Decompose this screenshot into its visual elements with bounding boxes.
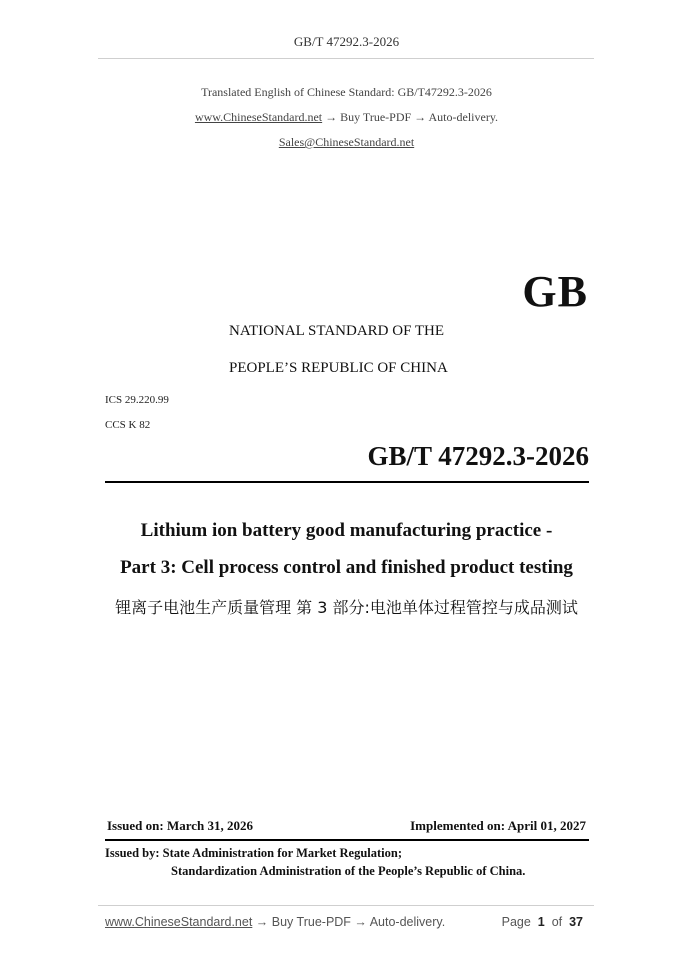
promo-line-2-text: → Buy True-PDF → Auto-delivery. [322,110,499,124]
national-standard-line-2: PEOPLE’S REPUBLIC OF CHINA [229,360,448,376]
ics-code: ICS 29.220.99 [105,394,169,406]
page-current: 1 [537,915,545,929]
page-label: Page [501,915,531,929]
footer-promo-text: → Buy True-PDF → Auto-delivery. [252,915,446,929]
gb-logo: GB [522,267,588,316]
promo-site-link[interactable]: www.ChineseStandard.net [194,110,323,124]
footer-divider [98,905,594,906]
page-total: 37 [569,915,583,929]
title-line-1: Lithium ion battery good manufacturing practice - [140,520,553,541]
ccs-code: CCS K 82 [105,419,151,431]
promo-email-row [0,135,693,150]
national-standard-line-1: NATIONAL STANDARD OF THE [229,323,445,339]
promo-line-1: Translated English of Chinese Standard: GB/T47292.3-2026 [201,85,492,99]
promo-line-2 [0,110,693,125]
implemented-on-date: Implemented on: April 01, 2027 [410,818,586,833]
page-of: of [551,915,563,929]
header-divider [98,58,594,59]
standard-number: GB/T 47292.3-2026 [367,441,589,471]
title-line-2: Part 3: Cell process control and finished product testing [120,557,573,578]
promo-email-link[interactable]: Sales@ChineseStandard.net [278,135,415,149]
page-indicator [502,915,583,929]
issued-by-line-1: Issued by: State Administration for Market Regulation; [105,846,402,860]
running-header: GB/T 47292.3-2026 [293,34,400,49]
title-chinese: 锂离子电池生产质量管理 第 3 部分:电池单体过程管控与成品测试 [115,598,578,617]
dates-rule [105,839,589,841]
standard-number-rule [105,481,589,483]
footer-promo [105,915,445,929]
issued-on-date: Issued on: March 31, 2026 [107,818,254,833]
issued-by-line-2: Standardization Administration of the People’s Republic of China. [171,864,526,878]
footer-site-link[interactable]: www.ChineseStandard.net [105,915,253,929]
